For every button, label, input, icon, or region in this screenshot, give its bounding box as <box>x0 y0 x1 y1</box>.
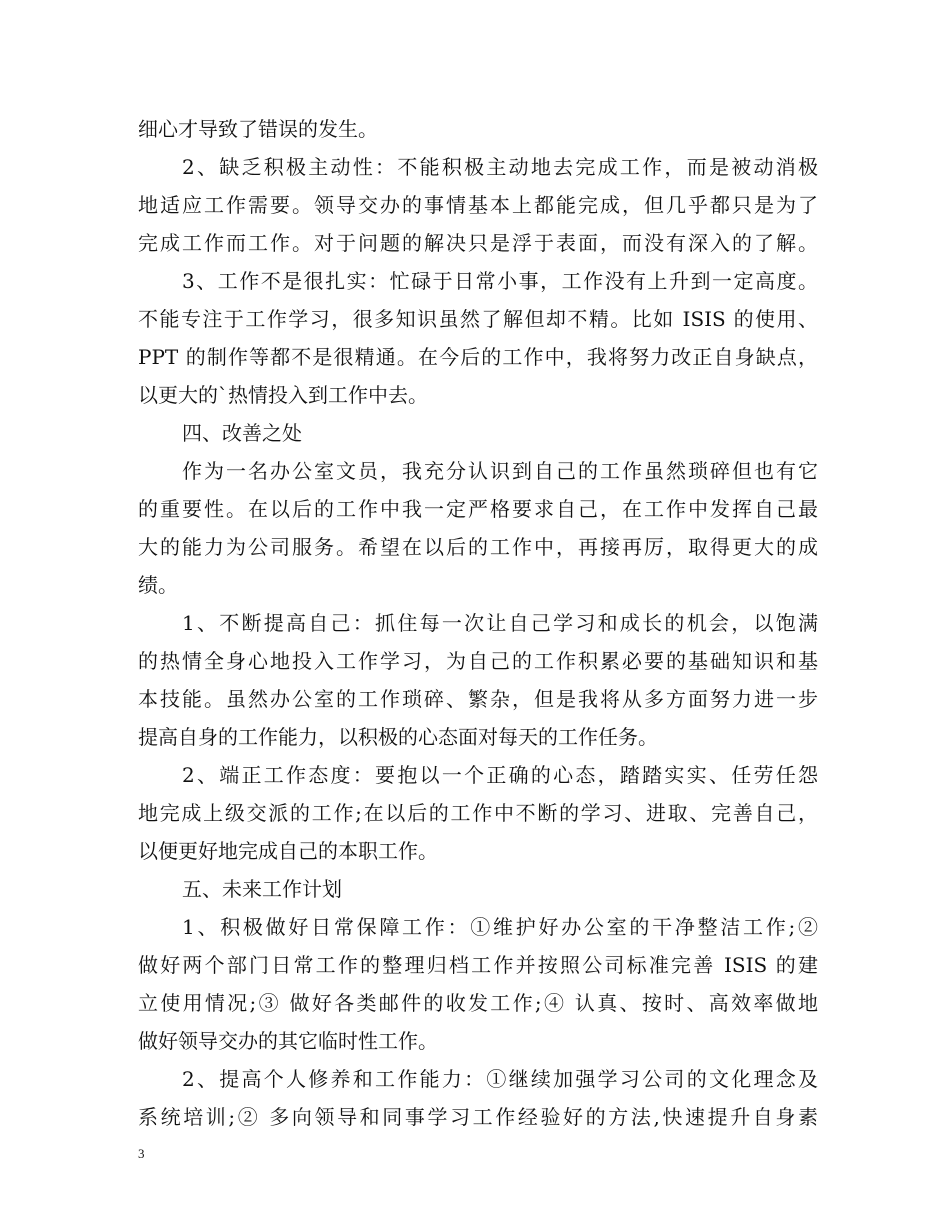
text-line: 2、提高个人修养和工作能力：①继续加强学习公司的文化理念及 <box>182 1067 818 1091</box>
text-line: 1、不断提高自己：抓住每一次让自己学习和成长的机会，以饱满 <box>182 611 818 635</box>
text-line: 地完成上级交派的工作;在以后的工作中不断的学习、进取、完善自己， <box>138 801 818 825</box>
text-line: 提高自身的工作能力，以积极的心态面对每天的工作任务。 <box>138 725 658 749</box>
text-line: 以更大的`热情投入到工作中去。 <box>138 383 428 407</box>
text-line: 的热情全身心地投入工作学习，为自己的工作积累必要的基础知识和基 <box>138 649 818 673</box>
text-line: PPT 的制作等都不是很精通。在今后的工作中，我将努力改正自身缺点， <box>138 345 818 369</box>
text-line: 3、工作不是很扎实：忙碌于日常小事，工作没有上升到一定高度。 <box>182 269 818 293</box>
page-number: 3 <box>138 1146 145 1161</box>
text-line: 2、缺乏积极主动性：不能积极主动地去完成工作，而是被动消极 <box>182 155 818 179</box>
text-line: 绩。 <box>138 573 178 597</box>
text-line: 的重要性。在以后的工作中我一定严格要求自己，在工作中发挥自己最 <box>138 497 818 521</box>
document-body <box>138 110 818 1136</box>
text-line: 2、端正工作态度：要抱以一个正确的心态，踏踏实实、任劳任怨 <box>182 763 818 787</box>
text-line: 作为一名办公室文员，我充分认识到自己的工作虽然琐碎但也有它 <box>182 459 818 483</box>
text-line: 大的能力为公司服务。希望在以后的工作中，再接再厉，取得更大的成 <box>138 535 818 559</box>
text-line: 系统培训;② 多向领导和同事学习工作经验好的方法,快速提升自身素 <box>138 1105 818 1129</box>
text-line: 五、未来工作计划 <box>182 877 342 901</box>
text-line: 做好两个部门日常工作的整理归档工作并按照公司标准完善 ISIS 的建 <box>138 953 818 977</box>
text-line: 细心才导致了错误的发生。 <box>138 117 378 141</box>
text-line: 做好领导交办的其它临时性工作。 <box>138 1029 438 1053</box>
text-line: 不能专注于工作学习，很多知识虽然了解但却不精。比如 ISIS 的使用、 <box>138 307 818 331</box>
text-line: 地适应工作需要。领导交办的事情基本上都能完成，但几乎都只是为了 <box>138 193 818 217</box>
text-line: 1、积极做好日常保障工作：①维护好办公室的干净整洁工作;② <box>182 915 818 939</box>
text-line: 以便更好地完成自己的本职工作。 <box>138 839 438 863</box>
text-line: 立使用情况;③ 做好各类邮件的收发工作;④ 认真、按时、高效率做地 <box>138 991 818 1015</box>
text-line: 四、改善之处 <box>182 421 302 445</box>
text-line: 本技能。虽然办公室的工作琐碎、繁杂，但是我将从多方面努力进一步 <box>138 687 818 711</box>
text-line: 完成工作而工作。对于问题的解决只是浮于表面，而没有深入的了解。 <box>138 231 818 255</box>
